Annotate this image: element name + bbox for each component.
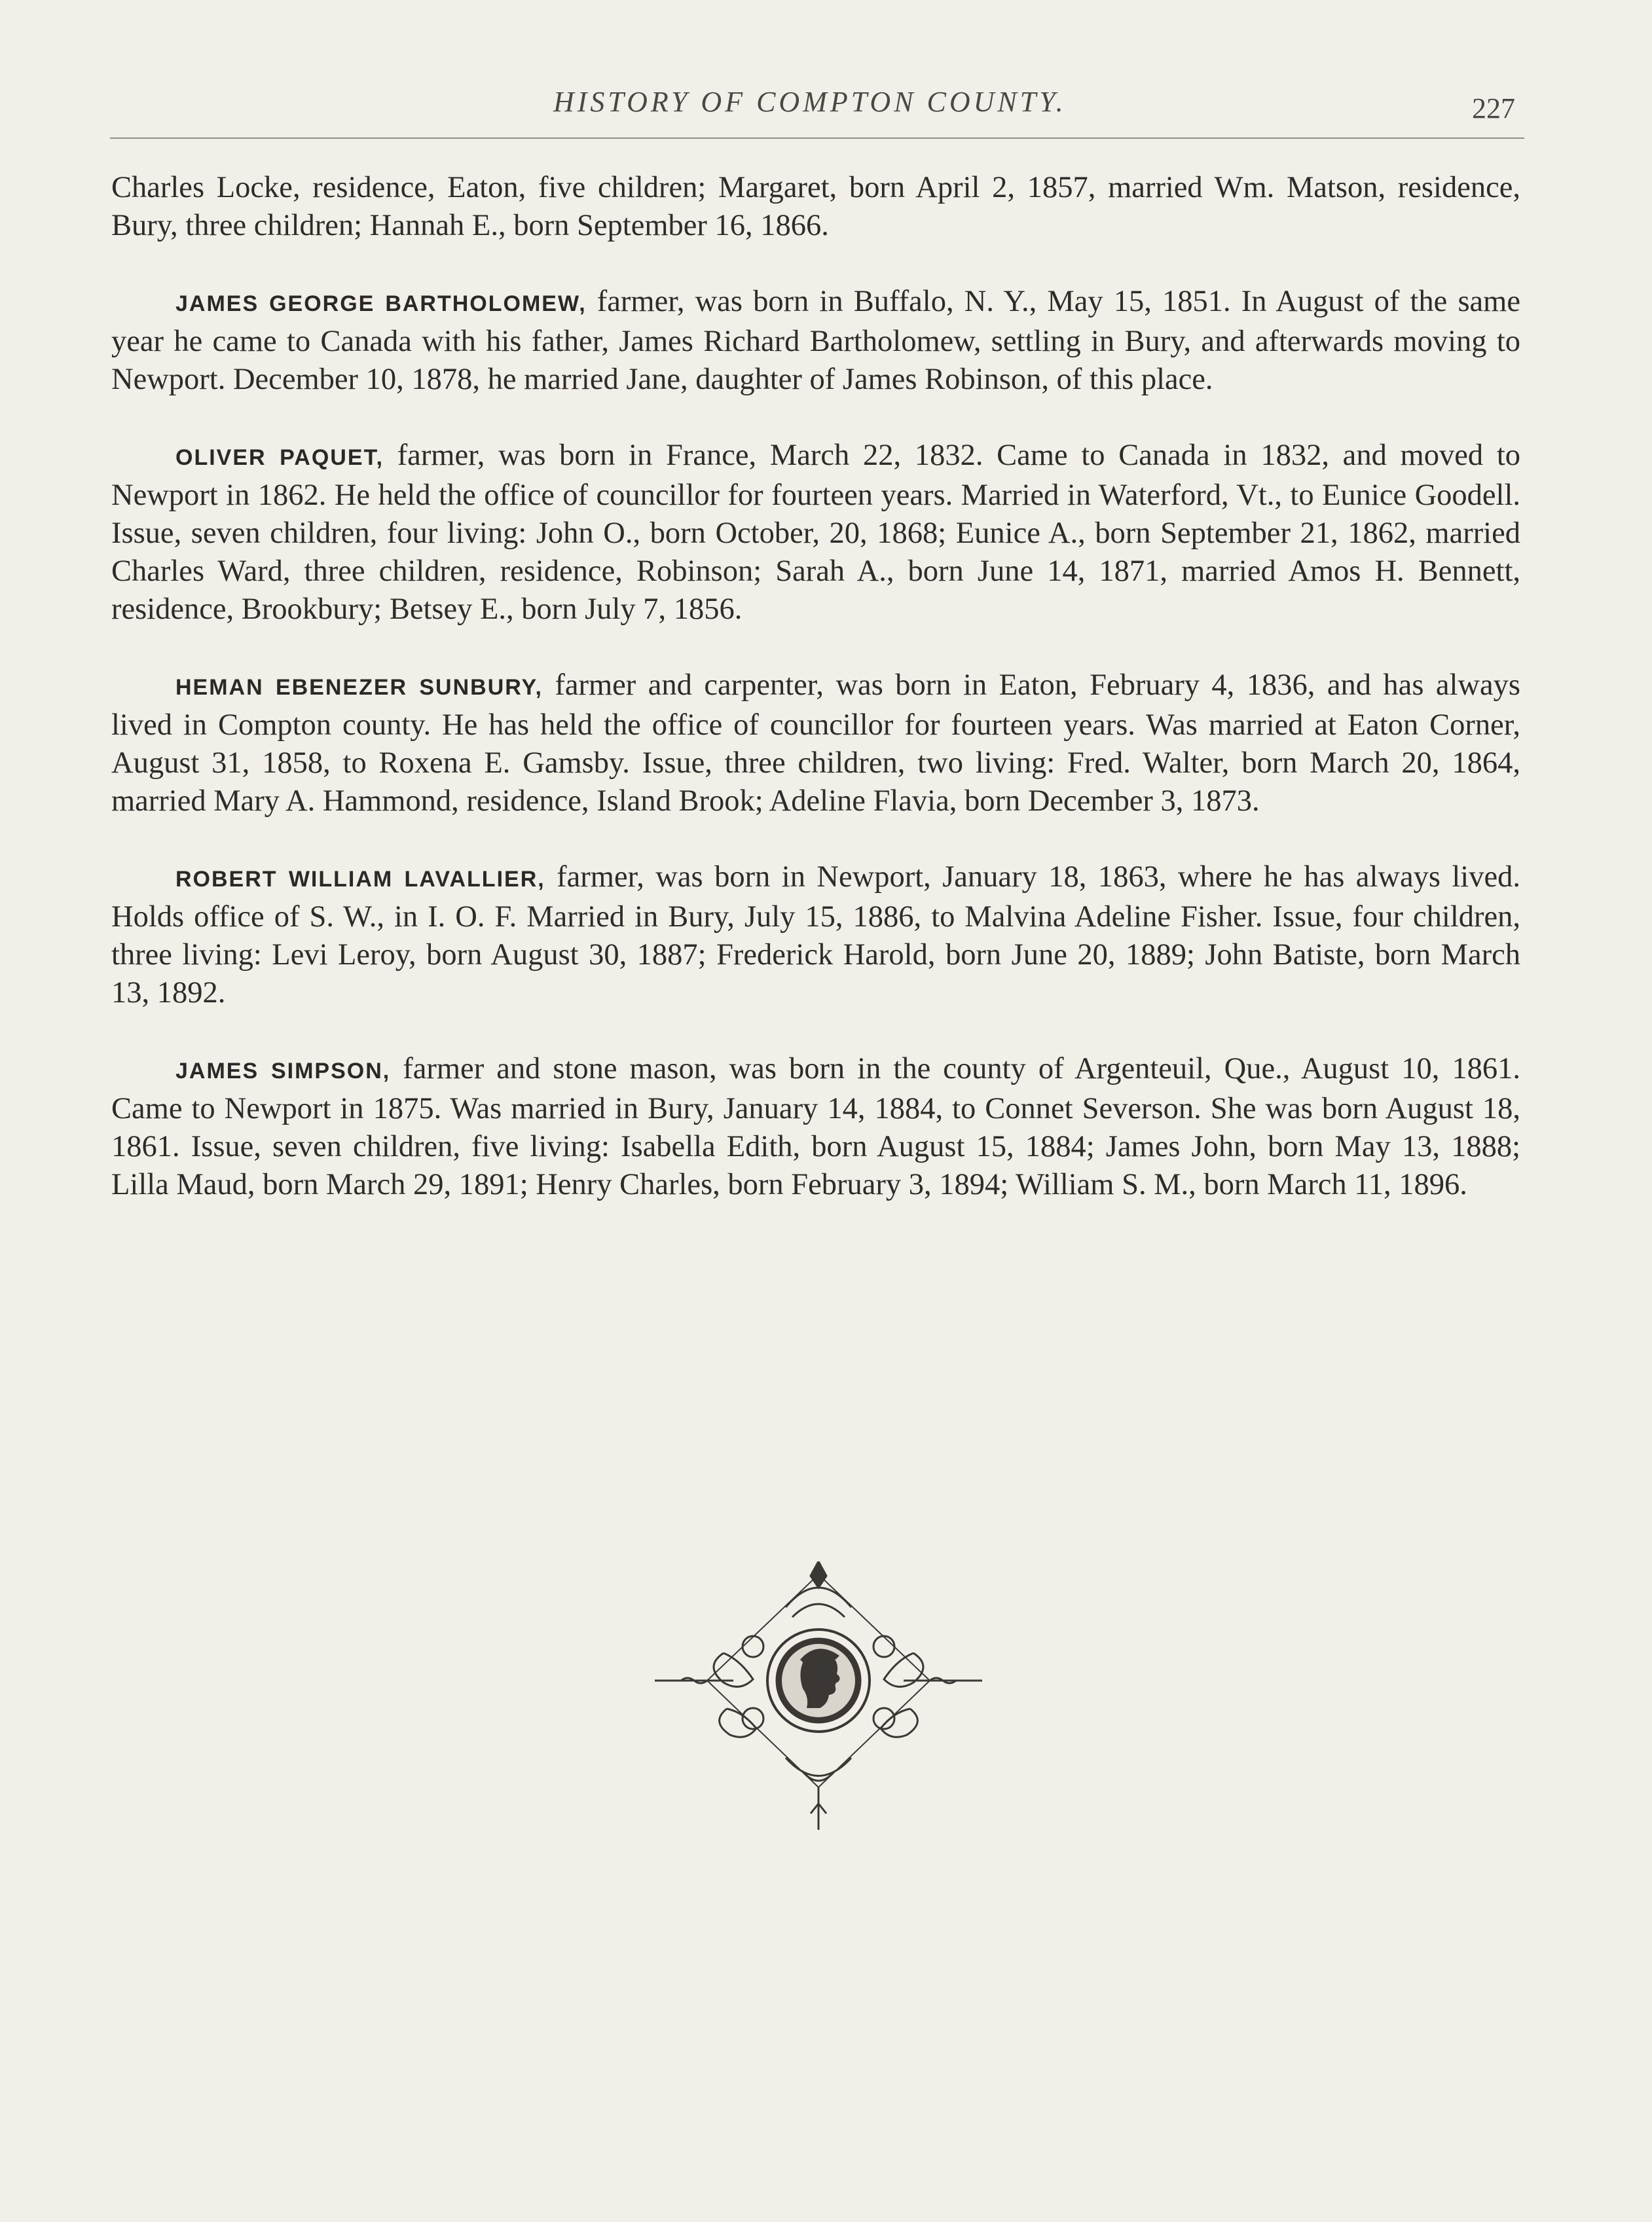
- running-title: HISTORY OF COMPTON COUNTY.: [553, 86, 1067, 118]
- entry-text: farmer, was born in Buffalo, N. Y., May 15, 1851. In August of the same year he came to Canada with his father, James Richard Bartholomew, settling in Bury, and afterwards moving to Newport. December 10, 1878, he married Jane, daughter of James Robinson, of this place.: [111, 285, 1520, 396]
- entry-text: farmer and stone mason, was born in the county of Argenteuil, Que., August 10, 1861. Came to Newport in 1875. Was married in Bury, January 14, 1884, to Connet Severson. She was born August 18, 1861. Issue, seven children, five living: Isabella Edith, born August 15, 1884; James John, born May 13, 1888; Lilla Maud, born March 29, 1891; Henry Charles, born February 3, 1894; William S. M., born March 11, 1896.: [111, 1052, 1520, 1201]
- biography-entry: [111, 1050, 1520, 1204]
- entry-name: JAMES GEORGE BARTHOLOMEW,: [175, 291, 587, 316]
- biography-entry: [111, 283, 1520, 399]
- entry-text: farmer, was born in Newport, January 18, 1863, where he has always lived. Holds office of S. W., in I. O. F. Married in Bury, July 15, 1886, to Malvina Adeline Fisher. Issue, four children, three living: Levi Leroy, born August 30, 1887; Frederick Harold, born June 20, 1889; John Batiste, born March 13, 1892.: [111, 860, 1520, 1010]
- page-number: 227: [1472, 92, 1515, 124]
- header-rule: [110, 137, 1524, 139]
- biography-entry: [111, 858, 1520, 1012]
- tailpiece-ornament-icon: [655, 1561, 982, 1836]
- entry-name: HEMAN EBENEZER SUNBURY,: [175, 675, 543, 700]
- body-text: [111, 169, 1520, 1242]
- biography-entry: [111, 666, 1520, 820]
- continuation-paragraph: Charles Locke, residence, Eaton, five children; Margaret, born April 2, 1857, married Wm. Matson, residence, Bury, three children; Hannah E., born September 16, 1866.: [111, 171, 1520, 242]
- running-head: [0, 85, 1652, 124]
- entry-text: farmer, was born in France, March 22, 1832. Came to Canada in 1832, and moved to Newport in 1862. He held the office of councillor for fourteen years. Married in Waterford, Vt., to Eunice Goodell. Issue, seven children, four living: John O., born October, 20, 1868; Eunice A., born September 21, 1862, married Charles Ward, three children, residence, Robinson; Sarah A., born June 14, 1871, married Amos H. Bennett, residence, Brookbury; Betsey E., born July 7, 1856.: [111, 439, 1520, 626]
- entry-text: farmer and carpenter, was born in Eaton, February 4, 1836, and has always lived in Compton county. He has held the office of councillor for fourteen years. Was married at Eaton Corner, August 31, 1858, to Roxena E. Gamsby. Issue, three children, two living: Fred. Walter, born March 20, 1864, married Mary A. Hammond, residence, Island Brook; Adeline Flavia, born December 3, 1873.: [111, 668, 1520, 818]
- entry-name: ROBERT WILLIAM LAVALLIER,: [175, 867, 545, 892]
- biography-entry: [111, 437, 1520, 628]
- entry-name: OLIVER PAQUET,: [175, 445, 384, 470]
- entry-name: JAMES SIMPSON,: [175, 1059, 391, 1084]
